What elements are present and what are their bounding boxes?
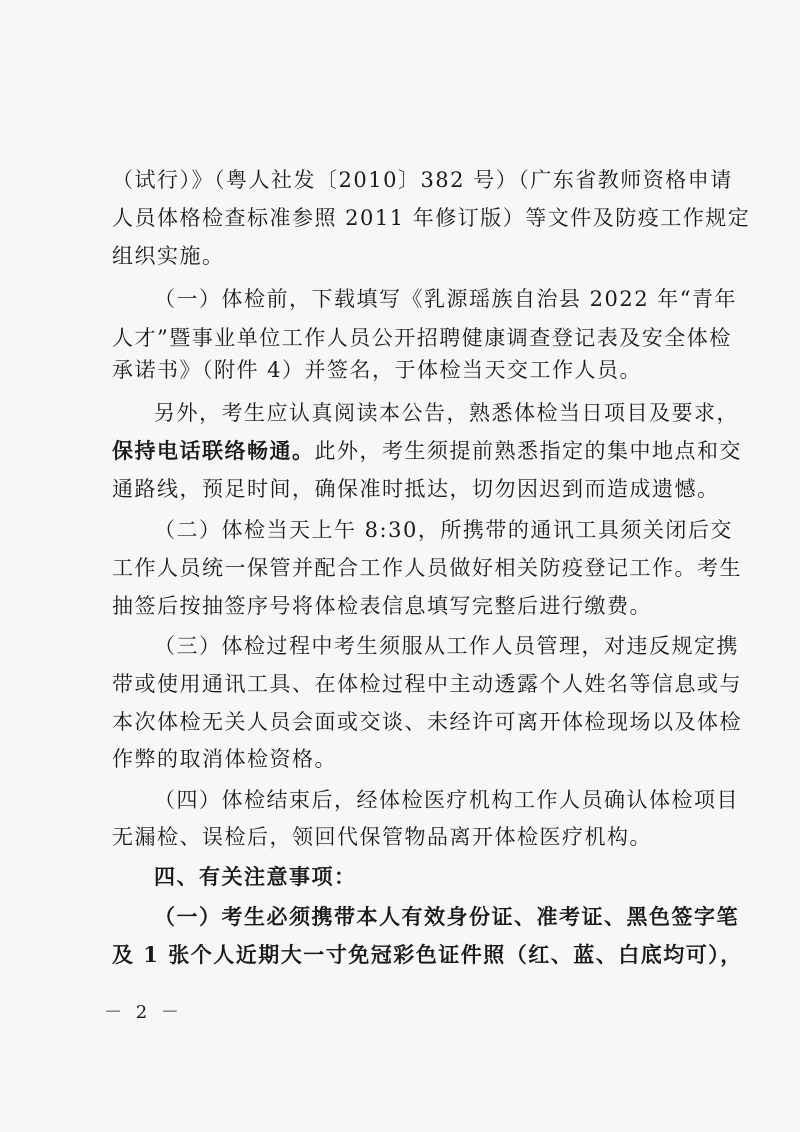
text-line: 通路线，预足时间，确保准时抵达，切勿因迟到而造成遗憾。 xyxy=(112,477,720,501)
text-line: 人员体格检查标准参照 2011 年修订版）等文件及防疫工作规定 xyxy=(112,206,751,230)
text-line: 带或使用通讯工具、在体检过程中主动透露个人姓名等信息或与 xyxy=(112,672,742,696)
text-line: （试行）》（粤人社发〔2010〕382 号）（广东省教师资格申请 xyxy=(112,168,733,192)
section-heading: 四、有关注意事项： xyxy=(154,864,357,889)
text-line: 组织实施。 xyxy=(112,244,225,268)
text-line: 抽签后按抽签序号将体检表信息填写完整后进行缴费。 xyxy=(112,594,652,618)
text-line: 另外，考生应认真阅读本公告，熟悉体检当日项目及要求， xyxy=(154,401,739,425)
text-line: （三）体检过程中考生须服从工作人员管理，对违反规定携 xyxy=(154,634,739,658)
text-line: （一）体检前，下载填写《乳源瑶族自治县 2022 年“青年 xyxy=(154,287,738,311)
text-line: 人才”暨事业单位工作人员公开招聘健康调查登记表及安全体检 xyxy=(112,326,732,350)
text-line: （四）体检结束后，经体检医疗机构工作人员确认体检项目 xyxy=(154,788,739,812)
text-line: 工作人员统一保管并配合工作人员做好相关防疫登记工作。考生 xyxy=(112,556,742,580)
phone-contact-emphasis: 保持电话联络畅通。 xyxy=(112,438,315,463)
text-line: 作弊的取消体检资格。 xyxy=(112,747,337,771)
text-line: 无漏检、误检后，领回代保管物品离开体检医疗机构。 xyxy=(112,825,652,849)
text-line: （二）体检当天上午 8:30，所携带的通讯工具须关闭后交 xyxy=(154,518,733,542)
page-number: － 2 － xyxy=(104,1002,183,1023)
text-line: 本次体检无关人员会面或交谈、未经许可离开体检现场以及体检 xyxy=(112,710,742,734)
text-line: （一）考生必须携带本人有效身份证、准考证、黑色签字笔 xyxy=(154,904,739,929)
text-line: 承诺书》（附件 4）并签名，于体检当天交工作人员。 xyxy=(112,358,643,382)
text-line-with-emphasis xyxy=(112,436,742,466)
text-line: 及 1 张个人近期大一寸免冠彩色证件照（红、蓝、白底均可）， xyxy=(112,942,743,967)
text-segment: 此外，考生须提前熟悉指定的集中地点和交 xyxy=(314,439,742,463)
